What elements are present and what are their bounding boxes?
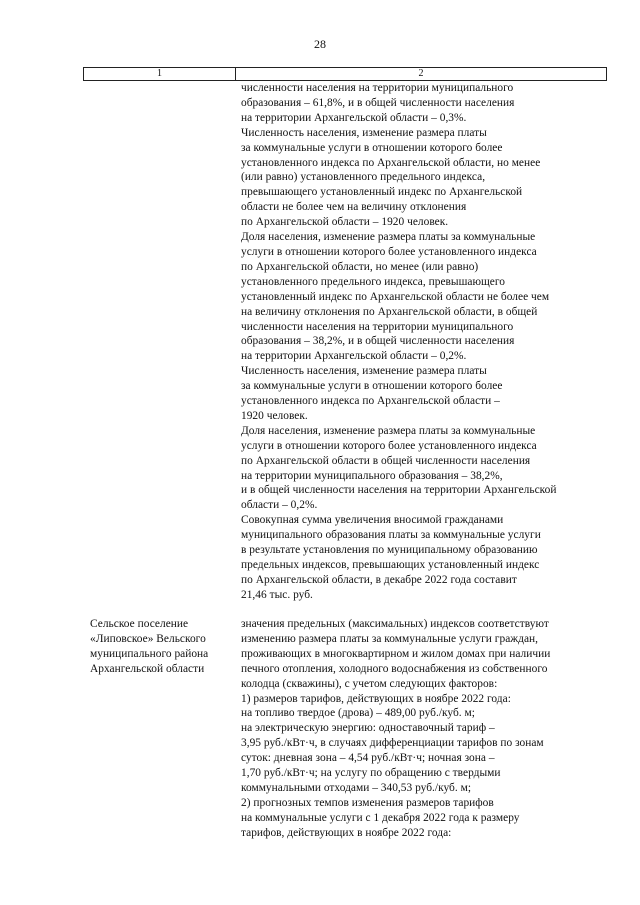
text-line: 3,95 руб./кВт·ч, в случаях дифференциации тарифов по зонам — [241, 737, 544, 750]
index-description-text — [241, 617, 611, 841]
text-line: по Архангельской области в общей численности населения — [241, 454, 531, 467]
table-header-col-2: 2 — [418, 68, 424, 79]
text-line: на территории Архангельской области – 0,3%. — [241, 111, 467, 124]
text-line: установленного индекса по Архангельской области, но менее — [241, 156, 541, 169]
text-line: численности населения на территории муниципального — [241, 82, 514, 94]
text-line: на территории Архангельской области – 0,2%. — [241, 350, 467, 363]
text-line: Архангельской области — [90, 662, 205, 675]
text-line: суток: дневная зона – 4,54 руб./кВт·ч; ночная зона – — [241, 752, 495, 765]
text-line: предельных индексов, превышающих установленный индекс — [241, 559, 540, 571]
text-line: 2) прогнозных темпов изменения размеров тарифов — [241, 796, 494, 809]
text-line: по Архангельской области, в декабре 2022 года составит — [241, 573, 517, 586]
text-line: колодца (скважины), с учетом следующих факторов: — [241, 677, 498, 690]
text-line: на электрическую энергию: одноставочный тариф – — [241, 722, 495, 735]
text-line: на территории муниципального образования – 38,2%, — [241, 469, 503, 482]
text-line: образования – 38,2%, и в общей численности населения — [241, 335, 515, 348]
text-line: Численность населения, изменение размера платы — [241, 126, 487, 139]
text-line: услуги в отношении которого более установленного индекса — [241, 245, 537, 258]
text-line: Доля населения, изменение размера платы за коммунальные — [241, 424, 536, 437]
text-line: коммунальными отходами – 340,53 руб./куб. м; — [241, 781, 472, 794]
text-line: установленный индекс по Архангельской области не более чем — [241, 290, 550, 303]
text-line: тарифов, действующих в ноябре 2022 года: — [241, 826, 452, 839]
text-line: муниципального района — [90, 647, 209, 660]
text-line: на величину отклонения по Архангельской области, в общей — [241, 305, 538, 318]
text-line: численности населения на территории муниципального — [241, 320, 514, 333]
table-header-row — [83, 67, 607, 81]
text-line: (или равно) установленного предельного индекса, — [241, 171, 486, 184]
text-line: области не более чем на величину отклонения — [241, 201, 467, 214]
text-line: Сельское поселение — [90, 618, 189, 630]
text-line: значения предельных (максимальных) индексов соответствуют — [241, 618, 549, 630]
text-line: установленного индекса по Архангельской области – — [241, 395, 500, 408]
text-line: печного отопления, холодного водоснабжения из собственного — [241, 662, 548, 675]
text-line: Совокупная сумма увеличения вносимой гражданами — [241, 514, 504, 527]
text-line: по Архангельской области, но менее (или равно) — [241, 260, 479, 273]
text-line: 1) размеров тарифов, действующих в ноябре 2022 года: — [241, 692, 511, 705]
text-line: установленного предельного индекса, превышающего — [241, 275, 505, 288]
text-line: «Липовское» Вельского — [90, 632, 206, 645]
text-line: муниципального образования платы за коммунальные услуги — [241, 529, 541, 542]
text-line: 21,46 тыс. руб. — [241, 588, 313, 601]
text-line: Доля населения, изменение размера платы за коммунальные — [241, 231, 536, 244]
text-line: за коммунальные услуги в отношении которого более — [241, 141, 503, 154]
row-continuation-text — [241, 81, 611, 603]
text-line: превышающего установленный индекс по Архангельской — [241, 186, 523, 199]
text-line: за коммунальные услуги в отношении которого более — [241, 380, 503, 393]
text-line: по Архангельской области – 1920 человек. — [241, 216, 449, 229]
text-line: 1,70 руб./кВт·ч; на услугу по обращению с твердыми — [241, 767, 501, 780]
table-header-col-1: 1 — [84, 68, 236, 80]
text-line: образования – 61,8%, и в общей численности населения — [241, 96, 515, 109]
text-line: Численность населения, изменение размера платы — [241, 365, 487, 378]
page-number: 28 — [314, 37, 326, 51]
text-line: изменению размера платы за коммунальные услуги граждан, — [241, 632, 539, 645]
text-line: области – 0,2%. — [241, 499, 318, 512]
text-line: и в общей численности населения на территории Архангельской — [241, 484, 557, 497]
text-line: проживающих в многоквартирном и жилом домах при наличии — [241, 647, 551, 660]
text-line: услуги в отношении которого более установленного индекса — [241, 439, 537, 452]
text-line: 1920 человек. — [241, 409, 308, 422]
text-line: в результате установления по муниципальному образованию — [241, 544, 538, 557]
municipality-name-cell — [90, 617, 238, 677]
text-line: на топливо твердое (дрова) – 489,00 руб./куб. м; — [241, 707, 475, 720]
text-line: на коммунальные услуги с 1 декабря 2022 года к размеру — [241, 811, 520, 824]
